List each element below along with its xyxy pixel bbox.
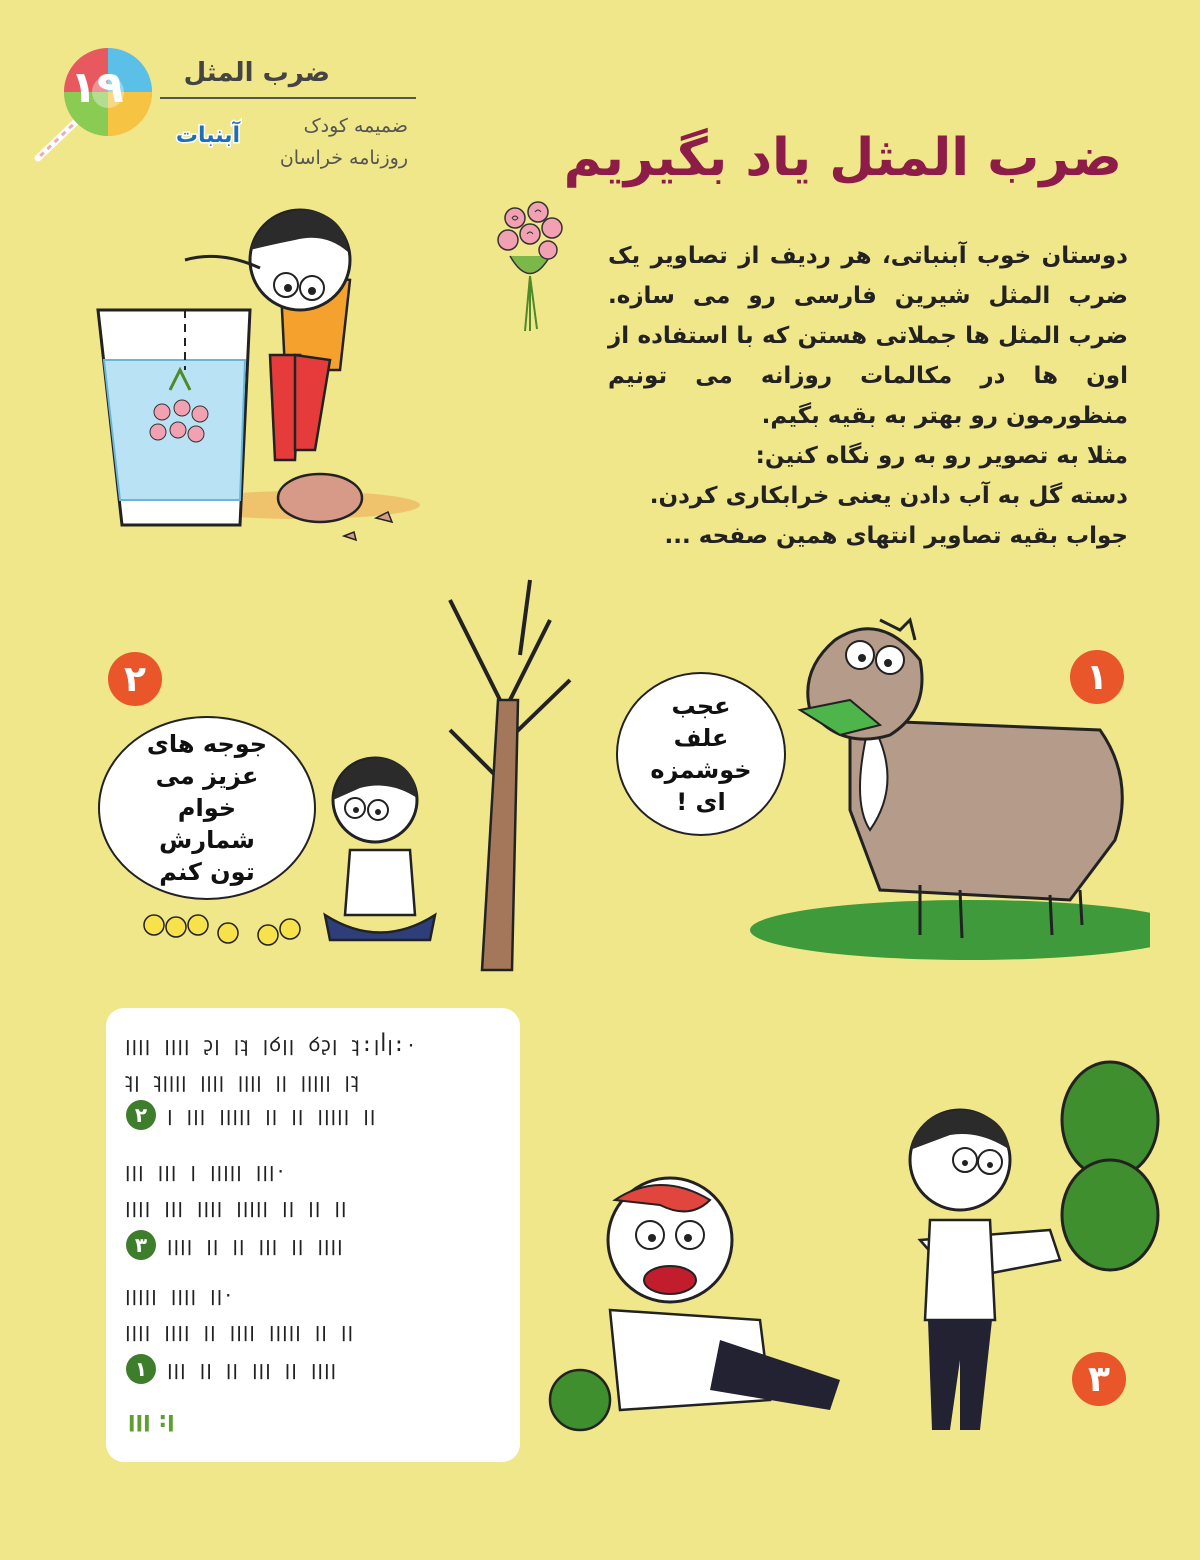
answer-label: ꞁ꞉ ꞁꞁꞁ <box>128 1408 175 1433</box>
answer-badge: ۱ <box>126 1354 156 1384</box>
chicks-illustration <box>140 905 310 955</box>
intro-paragraph: دوستان خوب آبنباتی، هر ردیف از تصاویر یک ضرب المثل شیرین فارسی رو می سازه. ضرب المثل ها جملاتی هستن که با استفاده از اون ها در مکالمات روزانه می تونیم منظورمون رو بهتر به بقیه بگیم. <box>608 243 1128 429</box>
answer-line: ꝼꞁ ꞁꞁꞁꞁꞁ ꞁꞁ ꞁꞁꞁꞁ ꞁꞁꞁꞁ ꞁꞁꞁꞁꝼ ꞁꝼ <box>124 1068 360 1092</box>
boy-glass-illustration <box>90 200 420 545</box>
answer-line: ꞁꞁ ꞁꞁꞁꞁꞁ ꞁꞁ ꞁꞁ ꞁꞁꞁꞁꞁ ꞁꞁꞁ ꞁ <box>166 1102 376 1126</box>
intro-example-line: مثلا به تصویر رو به رو نگاه کنین: <box>755 443 1128 469</box>
goat-speech-text: عجب علف خوشمزه ای ! <box>650 692 752 816</box>
answer-line: ٠꞉ꞁꟾꞁ꞉ꝼ ꞁꞔꝺ ꞁꞁꝺꞁ ꝼꞁ ꞁꞔ ꞁꞁꞁꞁ ꞁꞁꞁꞁ <box>124 1032 417 1056</box>
answer-line: ꞁꞁꞁꞁ ꞁꞁ ꞁꞁꞁ ꞁꞁ ꞁꞁ ꞁꞁꞁꞁ <box>166 1232 343 1256</box>
supplement-line1: ضمیمه کودک <box>303 115 408 137</box>
answer-line: ꞁꞁ ꞁꞁ ꞁꞁ ꞁꞁꞁꞁꞁ ꞁꞁꞁꞁ ꞁꞁꞁ ꞁꞁꞁꞁ <box>124 1194 347 1218</box>
page-title: ضرب المثل یاد بگیریم <box>563 128 1122 188</box>
intro-text <box>608 236 1128 556</box>
brand-name: آبنبات <box>175 123 241 148</box>
boy-sitting-illustration <box>300 740 450 950</box>
panel-3-number: ۳ <box>1072 1352 1126 1406</box>
man-watermelons-illustration <box>870 1060 1170 1440</box>
boy-speech-bubble <box>98 716 316 900</box>
panel-1-number: ۱ <box>1070 650 1124 704</box>
boy-speech-text: جوجه های عزیز می خوام شمارش تون کنم <box>146 730 268 886</box>
intro-more-line: جواب بقیه تصاویر انتهای همین صفحه ... <box>664 523 1128 549</box>
answer-line: ٠ꞁꞁꞁ ꞁꞁꞁꞁꞁ ꞁ ꞁꞁꞁ ꞁꞁꞁ <box>124 1158 287 1182</box>
bouquet-illustration <box>490 196 570 336</box>
answer-line: ٠ꞁꞁ ꞁꞁꞁꞁ ꞁꞁꞁꞁꞁ <box>124 1282 235 1306</box>
answer-badge: ۲ <box>126 1100 156 1130</box>
header-divider <box>160 97 416 99</box>
page-number: ۱۹ <box>70 62 124 113</box>
fallen-man-illustration <box>540 1160 860 1450</box>
supplement-info <box>258 110 408 174</box>
panel-2-number: ۲ <box>108 652 162 706</box>
goat-illustration <box>730 600 1150 960</box>
brand-logo <box>163 116 253 150</box>
answer-badge: ۳ <box>126 1230 156 1260</box>
answer-line: ꞁꞁ ꞁꞁ ꞁꞁꞁꞁꞁ ꞁꞁꞁꞁ ꞁꞁ ꞁꞁꞁꞁ ꞁꞁꞁꞁ <box>124 1318 354 1342</box>
supplement-line2: روزنامه خراسان <box>279 147 408 169</box>
section-title: ضرب المثل <box>183 58 330 88</box>
answer-line: ꞁꞁꞁꞁ ꞁꞁ ꞁꞁꞁ ꞁꞁ ꞁꞁ ꞁꞁꞁ <box>166 1356 337 1380</box>
intro-answer-line: دسته گل به آب دادن یعنی خرابکاری کردن. <box>649 483 1128 509</box>
